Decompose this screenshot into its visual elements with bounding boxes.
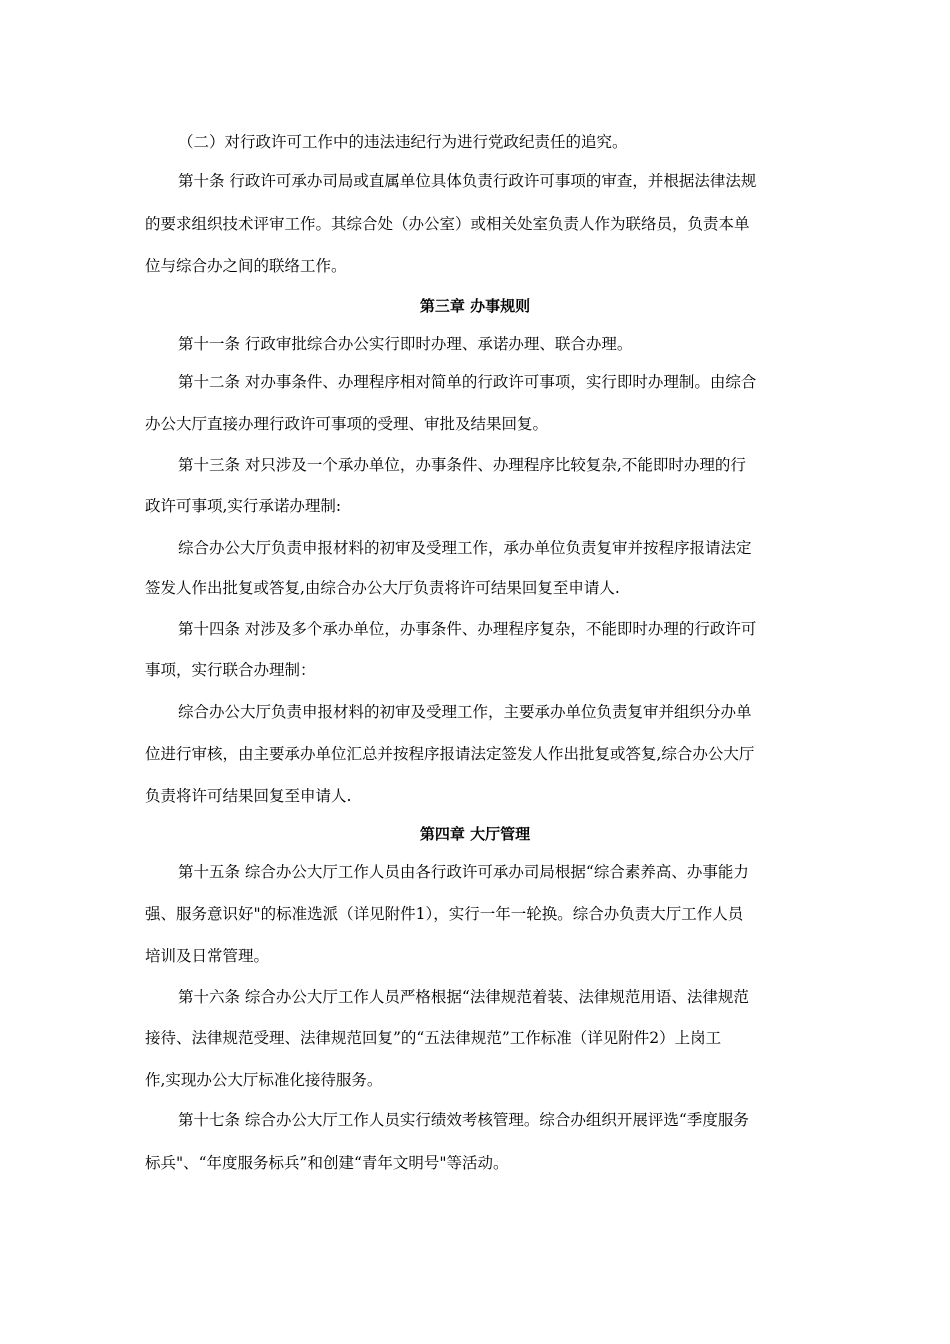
article-10-line-1: 第十条 行政许可承办司局或直属单位具体负责行政许可事项的审查，并根据法律法规 <box>178 172 757 190</box>
article-14-para-line-3: 负责将许可结果回复至申请人. <box>145 787 352 805</box>
chapter-4-heading: 第四章 大厅管理 <box>419 825 531 843</box>
article-10-line-3: 位与综合办之间的联络工作。 <box>145 257 347 275</box>
article-13-para-line-2: 签发人作出批复或答复,由综合办公大厅负责将许可结果回复至申请人. <box>145 579 620 597</box>
article-16-line-3: 作,实现办公大厅标准化接待服务。 <box>145 1071 383 1089</box>
article-17-line-2: 标兵"、“年度服务标兵”和创建“青年文明号"等活动。 <box>145 1154 509 1172</box>
paragraph-line: （二）对行政许可工作中的违法违纪行为进行党政纪责任的追究。 <box>178 133 628 151</box>
article-15-line-1: 第十五条 综合办公大厅工作人员由各行政许可承办司局根据“综合素养高、办事能力 <box>178 863 749 881</box>
article-14-para-line-1: 综合办公大厅负责申报材料的初审及受理工作，主要承办单位负责复审并组织分办单 <box>178 703 752 721</box>
article-12-line-2: 办公大厅直接办理行政许可事项的受理、审批及结果回复。 <box>145 415 549 433</box>
article-13-line-1: 第十三条 对只涉及一个承办单位，办事条件、办理程序比较复杂,不能即时办理的行 <box>178 456 746 474</box>
article-11-line-1: 第十一条 行政审批综合办公实行即时办理、承诺办理、联合办理。 <box>178 335 633 353</box>
article-15-line-3: 培训及日常管理。 <box>145 947 270 965</box>
article-10-line-2: 的要求组织技术评审工作。其综合处（办公室）或相关处室负责人作为联络员，负责本单 <box>145 215 750 233</box>
article-15-line-2: 强、服务意识好"的标准选派（详见附件1），实行一年一轮换。综合办负责大厅工作人员 <box>145 905 744 923</box>
chapter-3-heading: 第三章 办事规则 <box>419 297 531 315</box>
article-17-line-1: 第十七条 综合办公大厅工作人员实行绩效考核管理。综合办组织开展评选“季度服务 <box>178 1111 749 1129</box>
article-14-para-line-2: 位进行审核，由主要承办单位汇总并按程序报请法定签发人作出批复或答复,综合办公大厅 <box>145 745 755 763</box>
article-13-para-line-1: 综合办公大厅负责申报材料的初审及受理工作，承办单位负责复审并按程序报请法定 <box>178 539 752 557</box>
article-13-line-2: 政许可事项,实行承诺办理制: <box>145 497 342 515</box>
article-16-line-2: 接待、法律规范受理、法律规范回复”的“五法律规范”工作标准（详见附件2）上岗工 <box>145 1029 722 1047</box>
article-16-line-1: 第十六条 综合办公大厅工作人员严格根据“法律规范着装、法律规范用语、法律规范 <box>178 988 749 1006</box>
article-12-line-1: 第十二条 对办事条件、办理程序相对简单的行政许可事项，实行即时办理制。由综合 <box>178 373 757 391</box>
article-14-line-1: 第十四条 对涉及多个承办单位，办事条件、办理程序复杂，不能即时办理的行政许可 <box>178 620 757 638</box>
article-14-line-2: 事项，实行联合办理制： <box>145 661 316 679</box>
